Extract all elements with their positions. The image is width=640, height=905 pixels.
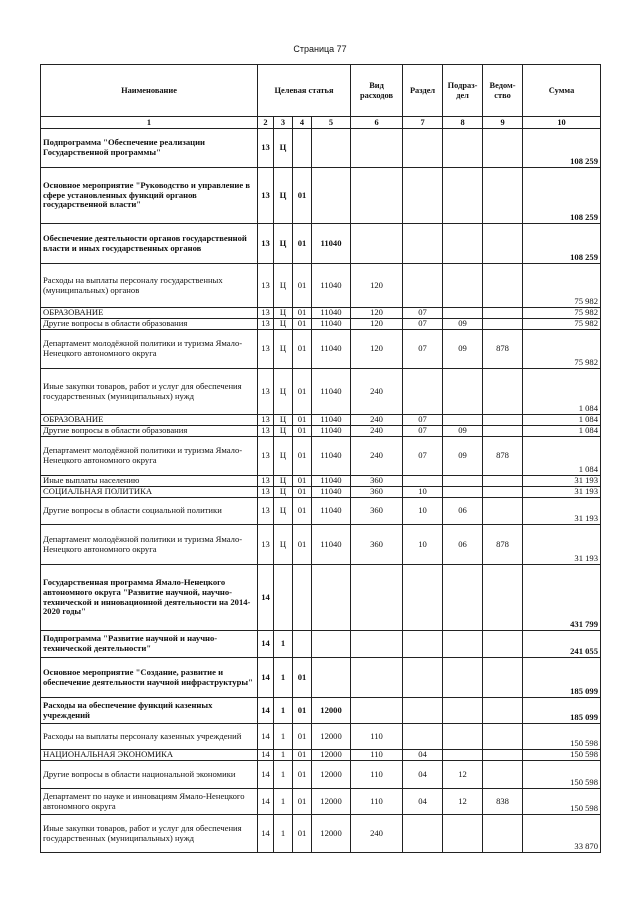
row-program-code: 14 xyxy=(258,815,274,853)
row-event-code xyxy=(293,631,312,658)
row-event-code: 01 xyxy=(293,761,312,789)
row-section xyxy=(403,224,443,264)
table-row xyxy=(41,168,601,224)
row-department xyxy=(483,761,523,789)
row-expense-type: 120 xyxy=(351,308,403,319)
row-expense-type xyxy=(351,224,403,264)
row-sum: 108 259 xyxy=(523,168,601,224)
row-program-code: 13 xyxy=(258,168,274,224)
row-department xyxy=(483,750,523,761)
row-department xyxy=(483,631,523,658)
row-sum: 75 982 xyxy=(523,308,601,319)
table-row xyxy=(41,698,601,724)
row-department xyxy=(483,129,523,168)
row-subprogram-code: Ц xyxy=(274,415,293,426)
row-sum: 1 084 xyxy=(523,426,601,437)
row-expense-type: 240 xyxy=(351,815,403,853)
row-event-code: 01 xyxy=(293,789,312,815)
row-department xyxy=(483,658,523,698)
row-department xyxy=(483,308,523,319)
row-event-code: 01 xyxy=(293,319,312,330)
row-subsection: 12 xyxy=(443,789,483,815)
row-program-code: 13 xyxy=(258,129,274,168)
row-section xyxy=(403,369,443,415)
row-sum: 241 055 xyxy=(523,631,601,658)
table-row xyxy=(41,476,601,487)
row-program-code: 14 xyxy=(258,698,274,724)
row-event-code: 01 xyxy=(293,426,312,437)
row-program-code: 13 xyxy=(258,264,274,308)
table-row xyxy=(41,308,601,319)
row-sum: 150 598 xyxy=(523,724,601,750)
row-expense-type: 110 xyxy=(351,750,403,761)
row-subprogram-code: 1 xyxy=(274,724,293,750)
row-department: 838 xyxy=(483,789,523,815)
row-subsection xyxy=(443,224,483,264)
col-number: 7 xyxy=(403,117,443,129)
row-expense-type: 240 xyxy=(351,437,403,476)
row-subsection xyxy=(443,815,483,853)
row-expense-type: 360 xyxy=(351,476,403,487)
row-name: Другие вопросы в области образования xyxy=(41,319,258,330)
row-name: Другие вопросы в области социальной политики xyxy=(41,498,258,525)
row-event-code: 01 xyxy=(293,330,312,369)
row-expense-type xyxy=(351,129,403,168)
row-direction-code xyxy=(312,658,351,698)
row-direction-code: 11040 xyxy=(312,525,351,565)
row-department xyxy=(483,168,523,224)
row-program-code: 13 xyxy=(258,415,274,426)
row-expense-type: 240 xyxy=(351,369,403,415)
header-dept: Ведом-ство xyxy=(483,65,523,117)
row-program-code: 14 xyxy=(258,565,274,631)
row-sum: 75 982 xyxy=(523,264,601,308)
row-event-code: 01 xyxy=(293,525,312,565)
row-sum: 31 193 xyxy=(523,498,601,525)
row-subsection xyxy=(443,565,483,631)
row-expense-type: 120 xyxy=(351,319,403,330)
row-expense-type: 360 xyxy=(351,525,403,565)
row-section xyxy=(403,724,443,750)
row-section xyxy=(403,658,443,698)
header-row xyxy=(41,65,601,117)
row-sum: 431 799 xyxy=(523,565,601,631)
budget-table xyxy=(40,64,601,853)
row-name: Расходы на обеспечение функций казенных учреждений xyxy=(41,698,258,724)
header-subsection: Подраз-дел xyxy=(443,65,483,117)
page-label: Страница 77 xyxy=(293,44,347,54)
row-name: ОБРАЗОВАНИЕ xyxy=(41,308,258,319)
row-sum: 33 870 xyxy=(523,815,601,853)
row-subprogram-code xyxy=(274,565,293,631)
row-section: 07 xyxy=(403,319,443,330)
row-department xyxy=(483,319,523,330)
row-name: Основное мероприятие "Создание, развитие и обеспечение деятельности научной инфраструктуры" xyxy=(41,658,258,698)
row-direction-code: 12000 xyxy=(312,815,351,853)
row-section: 07 xyxy=(403,437,443,476)
row-subsection xyxy=(443,476,483,487)
row-expense-type: 360 xyxy=(351,498,403,525)
row-subsection: 09 xyxy=(443,437,483,476)
row-department xyxy=(483,264,523,308)
row-subsection: 06 xyxy=(443,498,483,525)
table-row xyxy=(41,369,601,415)
row-subsection xyxy=(443,369,483,415)
row-name: Расходы на выплаты персоналу казенных учреждений xyxy=(41,724,258,750)
row-subprogram-code: Ц xyxy=(274,426,293,437)
row-subprogram-code: Ц xyxy=(274,525,293,565)
row-subprogram-code: 1 xyxy=(274,750,293,761)
row-subprogram-code: 1 xyxy=(274,789,293,815)
table-row xyxy=(41,426,601,437)
row-section: 07 xyxy=(403,330,443,369)
col-number: 1 xyxy=(41,117,258,129)
row-name: Расходы на выплаты персоналу государственных (муниципальных) органов xyxy=(41,264,258,308)
row-program-code: 14 xyxy=(258,631,274,658)
row-section xyxy=(403,168,443,224)
row-subsection xyxy=(443,750,483,761)
row-direction-code: 11040 xyxy=(312,437,351,476)
row-sum: 150 598 xyxy=(523,789,601,815)
row-direction-code: 12000 xyxy=(312,761,351,789)
table-body xyxy=(41,129,601,853)
row-sum: 75 982 xyxy=(523,319,601,330)
row-department xyxy=(483,415,523,426)
row-expense-type: 240 xyxy=(351,426,403,437)
row-expense-type: 110 xyxy=(351,761,403,789)
table-row xyxy=(41,724,601,750)
row-event-code: 01 xyxy=(293,224,312,264)
row-program-code: 13 xyxy=(258,437,274,476)
table-row xyxy=(41,437,601,476)
row-event-code: 01 xyxy=(293,750,312,761)
table-row xyxy=(41,129,601,168)
row-event-code: 01 xyxy=(293,724,312,750)
row-name: Подпрограмма "Обеспечение реализации Государственной программы" xyxy=(41,129,258,168)
row-department: 878 xyxy=(483,525,523,565)
row-department xyxy=(483,426,523,437)
col-number: 5 xyxy=(312,117,351,129)
row-section: 04 xyxy=(403,789,443,815)
table-row xyxy=(41,631,601,658)
row-event-code xyxy=(293,129,312,168)
row-direction-code: 11040 xyxy=(312,426,351,437)
row-name: ОБРАЗОВАНИЕ xyxy=(41,415,258,426)
row-program-code: 13 xyxy=(258,330,274,369)
row-direction-code: 11040 xyxy=(312,330,351,369)
row-department: 878 xyxy=(483,330,523,369)
table-row xyxy=(41,487,601,498)
row-department xyxy=(483,724,523,750)
row-program-code: 13 xyxy=(258,224,274,264)
row-name: СОЦИАЛЬНАЯ ПОЛИТИКА xyxy=(41,487,258,498)
row-sum: 31 193 xyxy=(523,487,601,498)
row-direction-code: 11040 xyxy=(312,415,351,426)
table-row xyxy=(41,224,601,264)
table-row xyxy=(41,789,601,815)
row-name: Основное мероприятие "Руководство и управление в сфере установленных функций органов государственной власти" xyxy=(41,168,258,224)
col-number: 3 xyxy=(274,117,293,129)
row-section xyxy=(403,815,443,853)
row-department xyxy=(483,224,523,264)
row-direction-code: 11040 xyxy=(312,308,351,319)
row-department xyxy=(483,698,523,724)
row-program-code: 13 xyxy=(258,426,274,437)
col-number: 8 xyxy=(443,117,483,129)
row-sum: 75 982 xyxy=(523,330,601,369)
row-section: 10 xyxy=(403,487,443,498)
table-row xyxy=(41,761,601,789)
row-subprogram-code: Ц xyxy=(274,437,293,476)
row-program-code: 14 xyxy=(258,761,274,789)
row-sum: 150 598 xyxy=(523,750,601,761)
row-sum: 185 099 xyxy=(523,658,601,698)
row-direction-code: 12000 xyxy=(312,698,351,724)
row-name: Иные выплаты населению xyxy=(41,476,258,487)
row-section xyxy=(403,129,443,168)
row-event-code: 01 xyxy=(293,476,312,487)
row-subprogram-code: Ц xyxy=(274,330,293,369)
row-event-code: 01 xyxy=(293,308,312,319)
row-subsection: 06 xyxy=(443,525,483,565)
row-subprogram-code: Ц xyxy=(274,224,293,264)
header-name: Наименование xyxy=(41,65,258,117)
row-name: Государственная программа Ямало-Ненецкого автономного округа "Развитие научной, научно-технической и инновационной деятельности на 2014-2020 годы" xyxy=(41,565,258,631)
row-sum: 31 193 xyxy=(523,476,601,487)
col-number: 6 xyxy=(351,117,403,129)
row-section xyxy=(403,631,443,658)
row-event-code: 01 xyxy=(293,168,312,224)
row-section: 10 xyxy=(403,498,443,525)
row-section xyxy=(403,698,443,724)
row-subsection xyxy=(443,129,483,168)
row-subprogram-code: 1 xyxy=(274,658,293,698)
row-section: 04 xyxy=(403,750,443,761)
col-number: 2 xyxy=(258,117,274,129)
row-department: 878 xyxy=(483,437,523,476)
row-name: Департамент молодёжной политики и туризма Ямало-Ненецкого автономного округа xyxy=(41,437,258,476)
row-direction-code: 12000 xyxy=(312,724,351,750)
row-name: Департамент молодёжной политики и туризма Ямало-Ненецкого автономного округа xyxy=(41,525,258,565)
table-row xyxy=(41,565,601,631)
row-subprogram-code: 1 xyxy=(274,698,293,724)
row-section: 10 xyxy=(403,525,443,565)
row-department xyxy=(483,487,523,498)
row-direction-code xyxy=(312,168,351,224)
header-target: Целевая статья xyxy=(258,65,351,117)
row-program-code: 13 xyxy=(258,369,274,415)
row-direction-code xyxy=(312,129,351,168)
row-event-code: 01 xyxy=(293,415,312,426)
row-subprogram-code: Ц xyxy=(274,476,293,487)
row-subsection xyxy=(443,724,483,750)
row-subprogram-code: Ц xyxy=(274,168,293,224)
row-program-code: 14 xyxy=(258,724,274,750)
row-direction-code: 12000 xyxy=(312,789,351,815)
row-sum: 1 084 xyxy=(523,415,601,426)
row-sum: 1 084 xyxy=(523,369,601,415)
row-subsection xyxy=(443,308,483,319)
table-row xyxy=(41,498,601,525)
row-department xyxy=(483,476,523,487)
row-expense-type: 120 xyxy=(351,330,403,369)
row-subsection xyxy=(443,264,483,308)
row-event-code: 01 xyxy=(293,437,312,476)
row-department xyxy=(483,565,523,631)
table-row xyxy=(41,815,601,853)
row-name: Другие вопросы в области образования xyxy=(41,426,258,437)
row-direction-code: 11040 xyxy=(312,498,351,525)
row-subprogram-code: Ц xyxy=(274,487,293,498)
row-program-code: 13 xyxy=(258,525,274,565)
row-name: Обеспечение деятельности органов государственной власти и иных государственных органов xyxy=(41,224,258,264)
row-direction-code xyxy=(312,631,351,658)
row-subprogram-code: 1 xyxy=(274,815,293,853)
table-row xyxy=(41,319,601,330)
row-name: Другие вопросы в области национальной экономики xyxy=(41,761,258,789)
row-subprogram-code: Ц xyxy=(274,264,293,308)
row-expense-type: 110 xyxy=(351,789,403,815)
row-expense-type xyxy=(351,631,403,658)
row-direction-code: 11040 xyxy=(312,369,351,415)
row-section xyxy=(403,476,443,487)
row-subsection xyxy=(443,487,483,498)
row-name: Департамент молодёжной политики и туризма Ямало-Ненецкого автономного округа xyxy=(41,330,258,369)
row-name: Департамент по науке и инновациям Ямало-Ненецкого автономного округа xyxy=(41,789,258,815)
row-name: Иные закупки товаров, работ и услуг для обеспечения государственных (муниципальных) нужд xyxy=(41,369,258,415)
row-program-code: 14 xyxy=(258,658,274,698)
row-section xyxy=(403,264,443,308)
row-event-code: 01 xyxy=(293,698,312,724)
row-subsection xyxy=(443,415,483,426)
row-expense-type: 120 xyxy=(351,264,403,308)
row-direction-code: 12000 xyxy=(312,750,351,761)
row-subprogram-code: 1 xyxy=(274,761,293,789)
row-subprogram-code: Ц xyxy=(274,129,293,168)
row-section: 07 xyxy=(403,426,443,437)
row-expense-type xyxy=(351,658,403,698)
row-sum: 1 084 xyxy=(523,437,601,476)
row-section: 04 xyxy=(403,761,443,789)
row-expense-type: 360 xyxy=(351,487,403,498)
table-row xyxy=(41,330,601,369)
row-program-code: 14 xyxy=(258,789,274,815)
row-event-code: 01 xyxy=(293,264,312,308)
row-subsection xyxy=(443,658,483,698)
row-expense-type xyxy=(351,698,403,724)
table-row xyxy=(41,750,601,761)
row-section xyxy=(403,565,443,631)
row-event-code: 01 xyxy=(293,369,312,415)
row-department xyxy=(483,815,523,853)
row-subprogram-code: Ц xyxy=(274,319,293,330)
row-subprogram-code: 1 xyxy=(274,631,293,658)
row-direction-code: 11040 xyxy=(312,476,351,487)
row-sum: 150 598 xyxy=(523,761,601,789)
row-department xyxy=(483,369,523,415)
row-expense-type: 240 xyxy=(351,415,403,426)
row-program-code: 14 xyxy=(258,750,274,761)
row-name: Иные закупки товаров, работ и услуг для обеспечения государственных (муниципальных) нужд xyxy=(41,815,258,853)
row-sum: 185 099 xyxy=(523,698,601,724)
row-subprogram-code: Ц xyxy=(274,308,293,319)
row-direction-code: 11040 xyxy=(312,319,351,330)
row-expense-type xyxy=(351,565,403,631)
row-event-code: 01 xyxy=(293,498,312,525)
row-section: 07 xyxy=(403,415,443,426)
row-department xyxy=(483,498,523,525)
header-sum: Сумма xyxy=(523,65,601,117)
header-section: Раздел xyxy=(403,65,443,117)
table-row xyxy=(41,525,601,565)
row-subsection xyxy=(443,631,483,658)
row-event-code: 01 xyxy=(293,658,312,698)
row-event-code xyxy=(293,565,312,631)
row-program-code: 13 xyxy=(258,487,274,498)
col-number: 10 xyxy=(523,117,601,129)
row-sum: 108 259 xyxy=(523,129,601,168)
row-subsection: 09 xyxy=(443,330,483,369)
row-direction-code xyxy=(312,565,351,631)
row-event-code: 01 xyxy=(293,487,312,498)
row-name: Подпрограмма "Развитие научной и научно-технической деятельности" xyxy=(41,631,258,658)
row-direction-code: 11040 xyxy=(312,224,351,264)
row-event-code: 01 xyxy=(293,815,312,853)
row-expense-type: 110 xyxy=(351,724,403,750)
row-section: 07 xyxy=(403,308,443,319)
row-subprogram-code: Ц xyxy=(274,369,293,415)
row-program-code: 13 xyxy=(258,319,274,330)
row-program-code: 13 xyxy=(258,498,274,525)
header-type: Вид расходов xyxy=(351,65,403,117)
row-subprogram-code: Ц xyxy=(274,498,293,525)
row-sum: 108 259 xyxy=(523,224,601,264)
row-subsection: 09 xyxy=(443,319,483,330)
column-number-row xyxy=(41,117,601,129)
row-subsection: 12 xyxy=(443,761,483,789)
row-sum: 31 193 xyxy=(523,525,601,565)
table-row xyxy=(41,264,601,308)
row-expense-type xyxy=(351,168,403,224)
row-subsection xyxy=(443,698,483,724)
table-row xyxy=(41,658,601,698)
row-direction-code: 11040 xyxy=(312,487,351,498)
col-number: 9 xyxy=(483,117,523,129)
row-subsection: 09 xyxy=(443,426,483,437)
row-name: НАЦИОНАЛЬНАЯ ЭКОНОМИКА xyxy=(41,750,258,761)
row-program-code: 13 xyxy=(258,308,274,319)
row-program-code: 13 xyxy=(258,476,274,487)
col-number: 4 xyxy=(293,117,312,129)
table-row xyxy=(41,415,601,426)
row-direction-code: 11040 xyxy=(312,264,351,308)
row-subsection xyxy=(443,168,483,224)
